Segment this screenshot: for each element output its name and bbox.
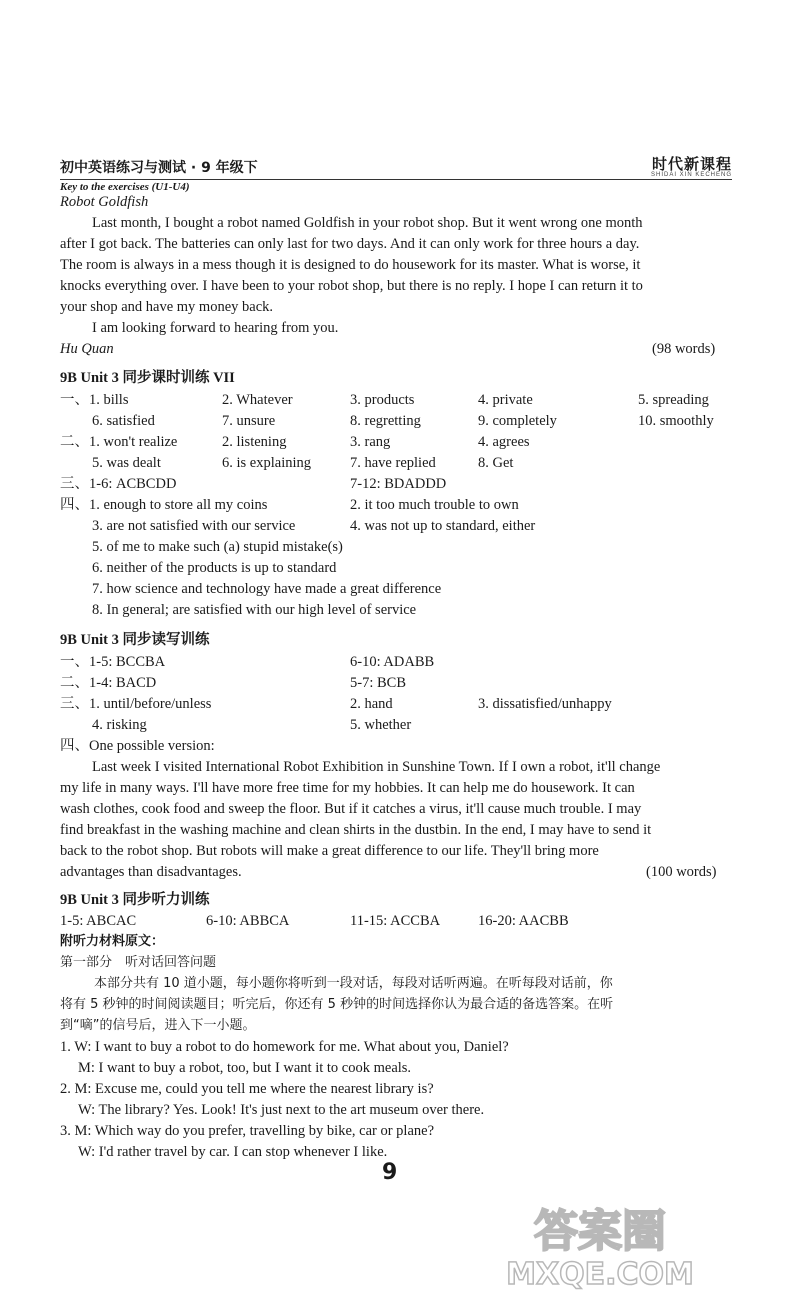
brand-logo [651, 153, 732, 178]
answer-item: 5. spreading [638, 392, 709, 408]
answer-item: 四、One possible version: [60, 738, 215, 754]
answer-item: 3. products [350, 392, 415, 408]
answer-item: 6-10: ABBCA [206, 913, 290, 929]
answer-item: 3. rang [350, 434, 391, 450]
watermark-url: MXQE.COM [506, 1257, 694, 1290]
essay-line: my life in many ways. I'll have more free time for my hobbies. It can help me do housework. It can [60, 780, 635, 796]
answer-item: 6. satisfied [92, 413, 155, 429]
answer-item: 5. whether [350, 717, 412, 733]
dialogue-line: 1. W: I want to buy a robot to do homework for me. What about you, Daniel? [60, 1039, 509, 1055]
dialogue-line: W: The library? Yes. Look! It's just next to the art museum over there. [78, 1102, 485, 1118]
essay-line: wash clothes, cook food and sweep the floor. But if it catches a virus, it'll cause much trouble. I may [60, 801, 642, 817]
dialogue-line: W: I'd rather travel by car. I can stop whenever I like. [78, 1144, 388, 1160]
answer-item: 三、1-6: ACBCDD [60, 476, 177, 492]
answer-item: 2. it too much trouble to own [350, 497, 519, 513]
brand-pinyin: SHIDAI XIN KECHENG [650, 172, 732, 178]
answer-item: 3. are not satisfied with our service [92, 518, 296, 534]
answer-item: 7. how science and technology have made a great difference [92, 581, 442, 597]
material-title: 附听力材料原文： [60, 934, 165, 949]
answer-item: 11-15: ACCBA [350, 913, 441, 929]
dialogue-line: 3. M: Which way do you prefer, travelling by bike, car or plane? [60, 1123, 435, 1139]
answer-item: 8. regretting [350, 413, 421, 429]
letter-line: your shop and have my money back. [60, 299, 274, 315]
answer-item: 三、1. until/before/unless [60, 696, 212, 712]
answer-item: 二、1-4: BACD [60, 675, 157, 691]
answer-item: 6. is explaining [222, 455, 312, 471]
letter-line: I am looking forward to hearing from you. [92, 320, 339, 336]
answer-item: 8. Get [478, 455, 514, 471]
book-title: 初中英语练习与测试 · 9 年级下 [60, 160, 258, 176]
watermark-logo [420, 1200, 780, 1290]
answer-item: 9. completely [478, 413, 557, 429]
letter-title: Robot Goldfish [60, 194, 149, 210]
answer-item: 6. neither of the products is up to standard [92, 560, 337, 576]
essay-line: find breakfast in the washing machine and clean shirts in the dustbin. In the end, I may have to send it [60, 822, 652, 838]
dialogue-line: M: I want to buy a robot, too, but I want it to cook meals. [78, 1060, 412, 1076]
instruction-line: 到“嘀”的信号后，进入下一小题。 [60, 1018, 256, 1033]
answer-item: 5. of me to make such (a) stupid mistake(s) [92, 539, 343, 555]
answer-item: 7. unsure [222, 413, 276, 429]
answer-item: 4. private [478, 392, 533, 408]
instruction-line: 将有 5 秒钟的时间阅读题目；听完后，你还有 5 秒钟的时间选择你认为最合适的备选答案。在听 [60, 997, 614, 1012]
essay-line: Last week I visited International Robot Exhibition in Sunshine Town. If I own a robot, it'll change [92, 759, 661, 775]
answer-item: 5-7: BCB [350, 675, 406, 691]
answer-item: 2. hand [350, 696, 393, 712]
letter-line: Last month, I bought a robot named Goldfish in your robot shop. But it went wrong one month [92, 215, 643, 231]
answer-item: 4. was not up to standard, either [350, 518, 536, 534]
dialogue-line: 2. M: Excuse me, could you tell me where the nearest library is? [60, 1081, 434, 1097]
answer-item: 16-20: AACBB [478, 913, 569, 929]
answer-item: 一、1. bills [60, 392, 129, 408]
watermark-text: 答案圈 [534, 1206, 666, 1257]
section-title: 9B Unit 3 同步听力训练 [60, 892, 210, 908]
letter-signature: Hu Quan [60, 341, 114, 357]
answer-item: 3. dissatisfied/unhappy [478, 696, 612, 712]
answer-item: 2. Whatever [222, 392, 293, 408]
letter-line: after I got back. The batteries can only last for two days. And it can only work for three hours a day. [60, 236, 640, 252]
answer-item: 7. have replied [350, 455, 436, 471]
word-count: (100 words) [646, 864, 717, 880]
essay-line: back to the robot shop. But robots will make a great difference to our life. They'll bring more [60, 843, 599, 859]
answer-item: 二、1. won't realize [60, 434, 178, 450]
brand-name: 时代新课程 [651, 155, 732, 173]
answer-item: 4. agrees [478, 434, 530, 450]
instruction-line: 本部分共有 10 道小题，每小题你将听到一段对话，每段对话听两遍。在听每段对话前，你 [94, 976, 613, 991]
section-title: 9B Unit 3 同步课时训练 VII [60, 370, 235, 386]
key-label: Key to the exercises (U1-U4) [60, 181, 190, 193]
answer-item: 8. In general; are satisfied with our high level of service [92, 602, 417, 618]
answer-item: 7-12: BDADDD [350, 476, 447, 492]
part-title: 第一部分 听对话回答问题 [60, 955, 217, 970]
answer-item: 一、1-5: BCCBA [60, 654, 166, 670]
letter-line: knocks everything over. I have been to your robot shop, but there is no reply. I hope I can return it to [60, 278, 643, 294]
answer-item: 四、1. enough to store all my coins [60, 497, 268, 513]
word-count: (98 words) [652, 341, 716, 357]
page-header [60, 153, 732, 180]
section-title: 9B Unit 3 同步读写训练 [60, 632, 210, 648]
answer-item: 6-10: ADABB [350, 654, 435, 670]
letter-line: The room is always in a mess though it is designed to do housework for its master. What is worse, it [60, 257, 641, 273]
answer-item: 4. risking [92, 717, 147, 733]
essay-line: advantages than disadvantages. [60, 864, 242, 880]
answer-item: 10. smoothly [638, 413, 714, 429]
page-number: 9 [382, 1160, 398, 1185]
answer-item: 5. was dealt [92, 455, 161, 471]
answer-item: 2. listening [222, 434, 287, 450]
answer-item: 1-5: ABCAC [60, 913, 137, 929]
